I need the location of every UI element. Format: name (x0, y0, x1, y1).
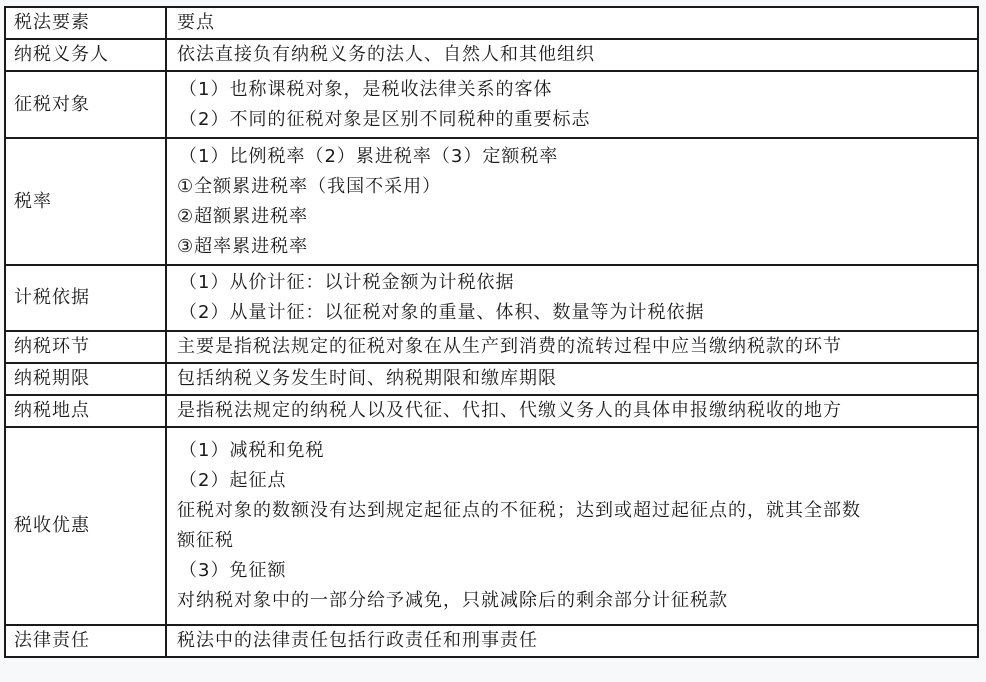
row-value-cell (166, 427, 978, 625)
row-value-cell (166, 331, 978, 363)
value-line: 主要是指税法规定的征税对象在从生产到消费的流转过程中应当缴纳税款的环节 (177, 336, 842, 357)
value-line: （2）起征点 (179, 470, 287, 491)
row-key-cell: 纳税地点 (5, 395, 166, 427)
row-key-cell: 纳税期限 (5, 363, 166, 395)
row-key-cell: 征税对象 (5, 71, 166, 138)
table-row-legal-liability (5, 625, 978, 657)
table-row-tax-incentives (5, 427, 978, 625)
value-line: （1）比例税率（2）累进税率（3）定额税率 (179, 145, 559, 167)
tax-law-elements-table (4, 6, 979, 658)
value-line: 征税对象的数额没有达到规定起征点的不征税；达到或超过起征点的，就其全部数 (177, 500, 861, 521)
table-header-row (5, 7, 978, 39)
table-row-tax-location (5, 395, 978, 427)
value-line: （1）减税和免税 (179, 440, 325, 461)
value-line: ③超率累进税率 (177, 235, 309, 257)
row-key-cell: 税收优惠 (5, 427, 166, 625)
table-row-tax-basis (5, 265, 978, 331)
value-line: （2）不同的征税对象是区别不同税种的重要标志 (179, 108, 591, 130)
tax-law-elements-table-container (4, 6, 979, 658)
header-value-cell: 要点 (166, 7, 978, 39)
value-line: 包括纳税义务发生时间、纳税期限和缴库期限 (177, 368, 557, 389)
row-key-cell: 税率 (5, 138, 166, 265)
table-row-tax-stage (5, 331, 978, 363)
value-line: （3）免征额 (179, 560, 287, 581)
row-key-cell: 纳税环节 (5, 331, 166, 363)
table-row-tax-rate (5, 138, 978, 265)
table-row-tax-object (5, 71, 978, 138)
value-line: （1）也称课税对象，是税收法律关系的客体 (179, 78, 553, 100)
header-key-cell: 税法要素 (5, 7, 166, 39)
row-value-cell (166, 625, 978, 657)
value-line: 额征税 (177, 530, 234, 551)
row-value-cell (166, 71, 978, 138)
table-row-tax-period (5, 363, 978, 395)
value-line: 依法直接负有纳税义务的法人、自然人和其他组织 (177, 44, 595, 65)
value-line: （2）从量计征：以征税对象的重量、体积、数量等为计税依据 (179, 302, 705, 323)
row-value-cell (166, 363, 978, 395)
row-value-cell (166, 39, 978, 71)
row-key-cell: 纳税义务人 (5, 39, 166, 71)
value-line: ①全额累进税率（我国不采用） (177, 175, 442, 197)
value-line: 税法中的法律责任包括行政责任和刑事责任 (177, 630, 538, 651)
row-key-cell: 计税依据 (5, 265, 166, 331)
row-value-cell (166, 265, 978, 331)
value-line: （1）从价计征：以计税金额为计税依据 (179, 272, 515, 293)
value-line: 是指税法规定的纳税人以及代征、代扣、代缴义务人的具体申报缴纳税收的地方 (177, 400, 842, 421)
row-key-cell: 法律责任 (5, 625, 166, 657)
row-value-cell (166, 395, 978, 427)
table-row-taxpayer (5, 39, 978, 71)
value-line: ②超额累进税率 (177, 205, 309, 227)
value-line: 对纳税对象中的一部分给予减免，只就减除后的剩余部分计征税款 (177, 590, 728, 611)
row-value-cell (166, 138, 978, 265)
